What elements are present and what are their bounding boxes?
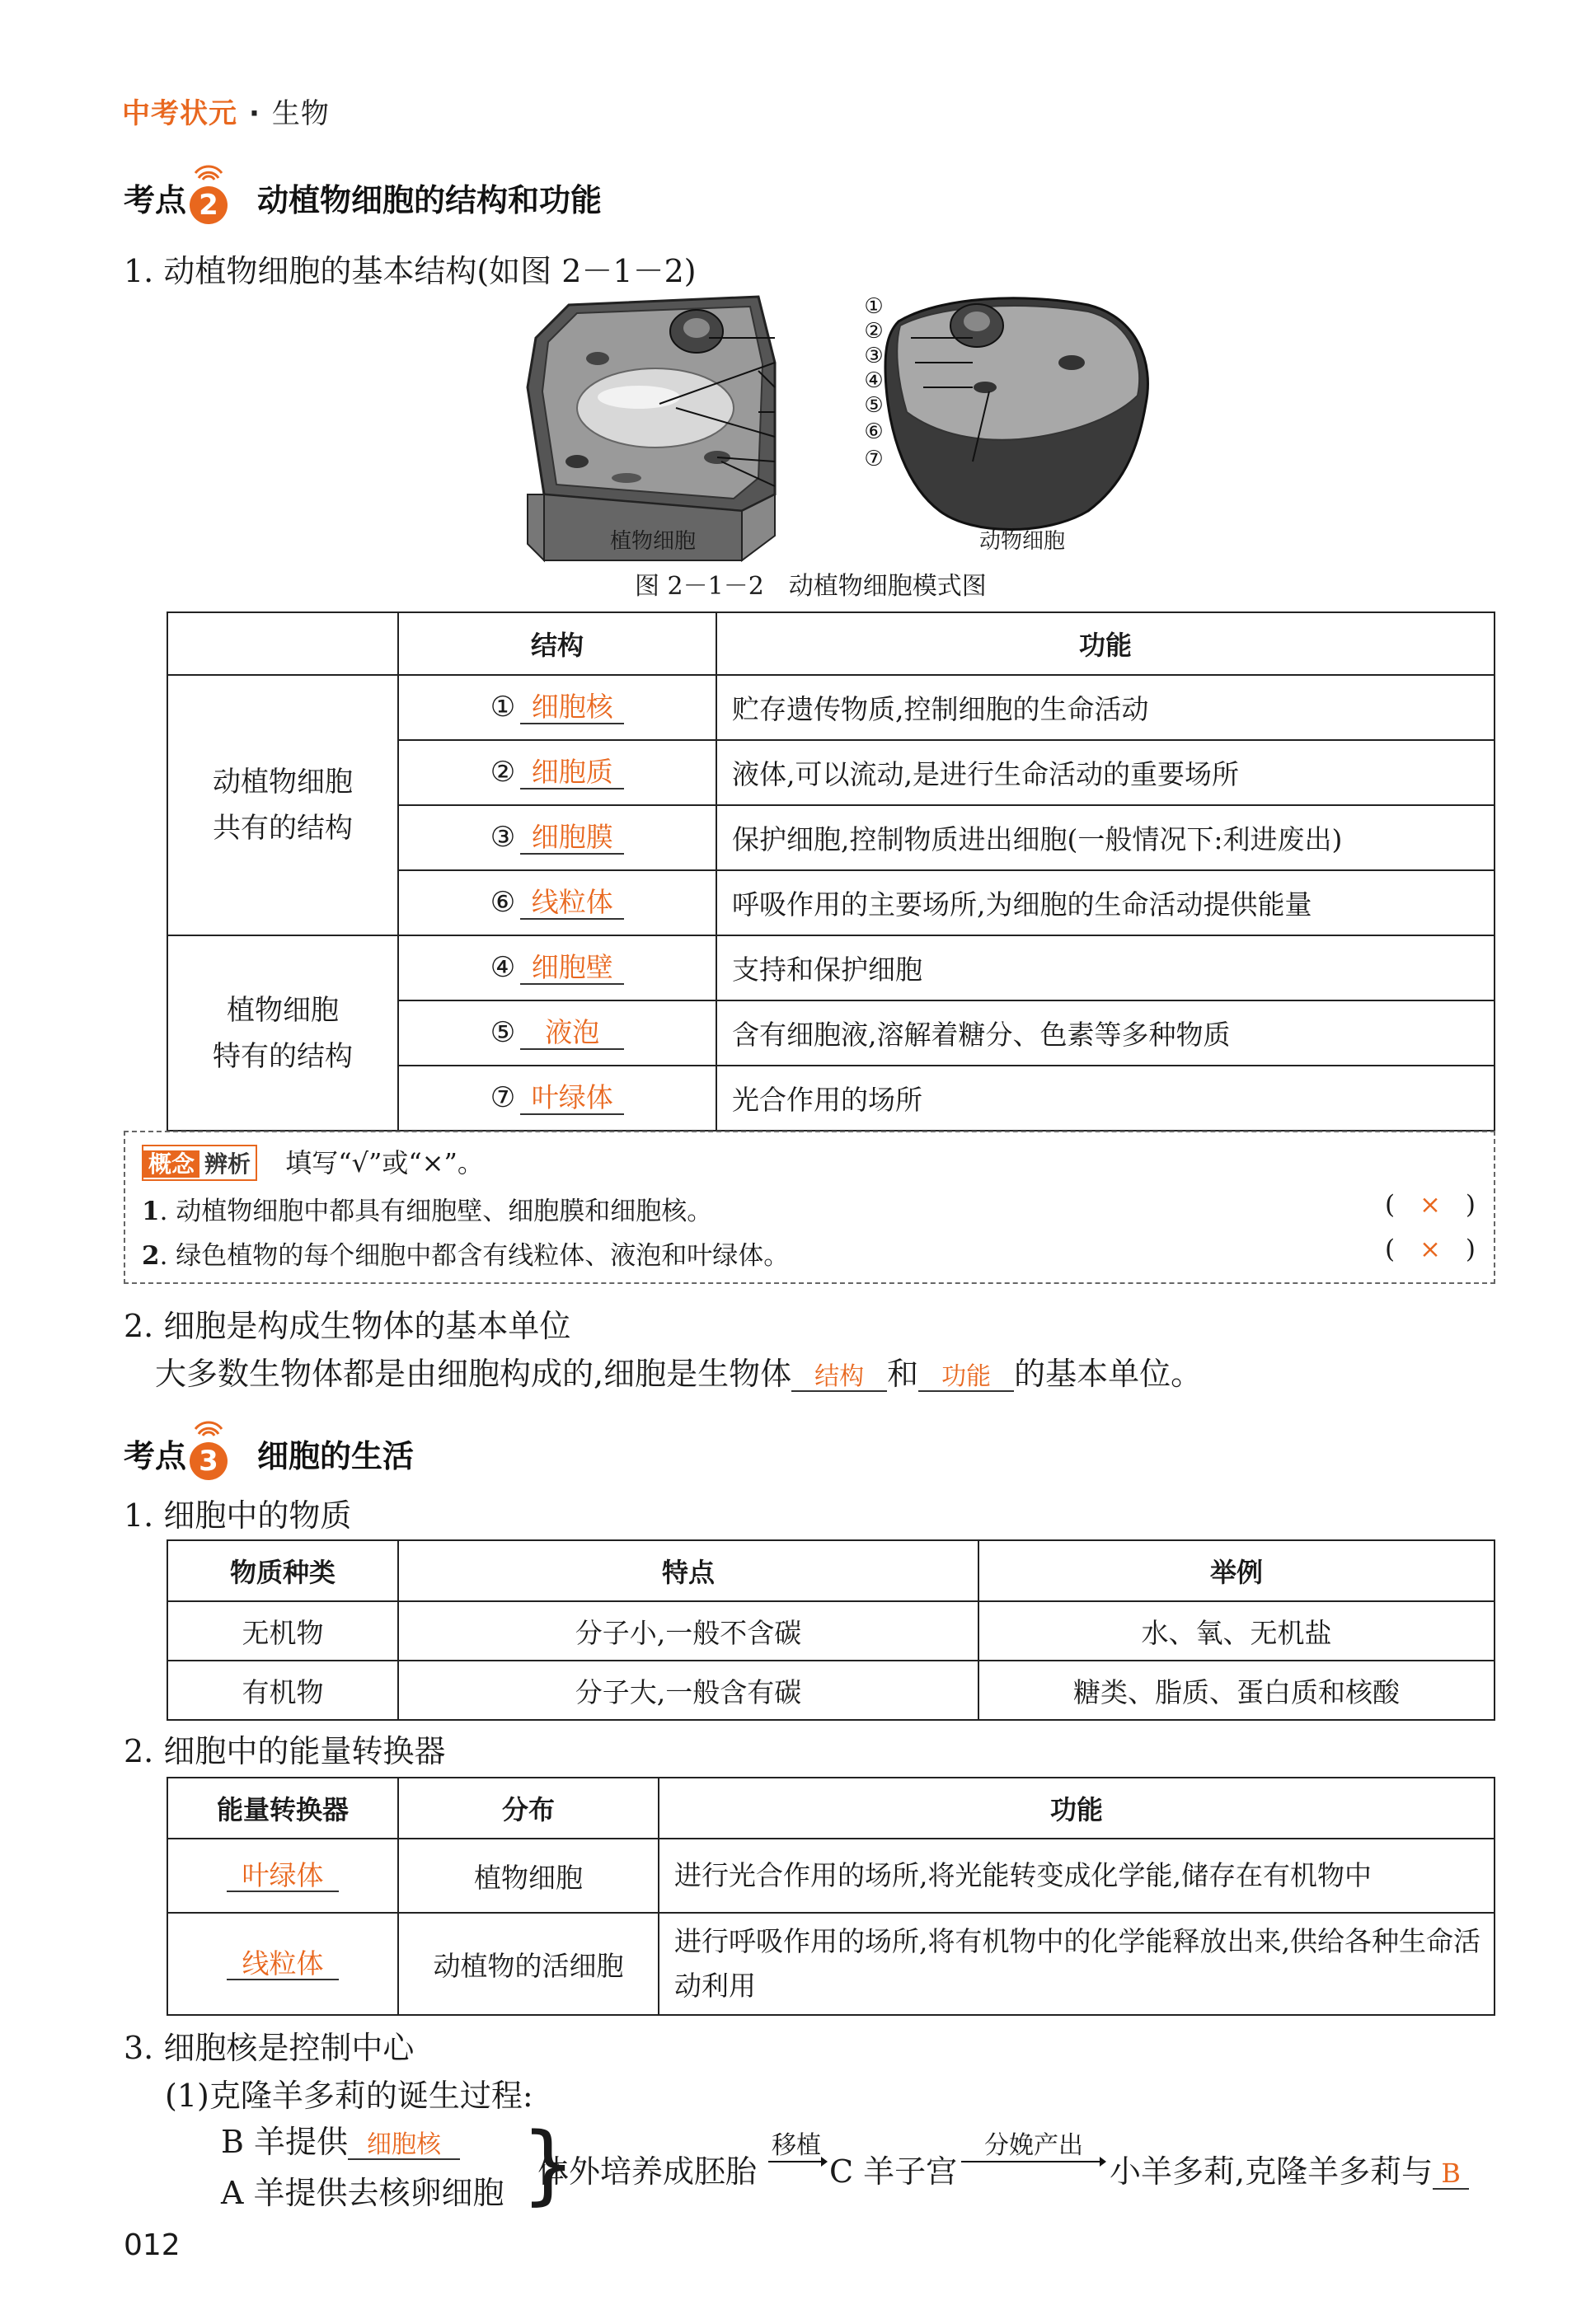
figure-label-1: ① <box>864 294 884 319</box>
section-2-heading: 2. 细胞是构成生物体的基本单位 <box>124 1308 571 1344</box>
process-b-line: B 羊提供 细胞核 <box>221 2116 460 2162</box>
table-header: 分布 <box>398 1778 659 1839</box>
function-cell: 保护细胞,控制物质进出细胞(一般情况下:利进废出) <box>716 805 1495 870</box>
section-2-text: 大多数生物体都是由细胞构成的,细胞是生物体 结构 和 功能 的基本单位。 <box>155 1356 1203 1392</box>
function-cell: 贮存遗传物质,控制细胞的生命活动 <box>716 675 1495 740</box>
arrow-1-label: 移植 <box>772 2131 821 2160</box>
function-cell: 光合作用的场所 <box>716 1066 1495 1131</box>
plant-cell-label: 植物细胞 <box>610 529 697 554</box>
concept-tag: 概念 辨析 <box>142 1145 257 1181</box>
table-header: 功能 <box>659 1778 1495 1839</box>
answer-blank: 功能 <box>918 1363 1014 1392</box>
cell-structure-table <box>167 611 1495 1132</box>
table-row: ③ 细胞膜 保护细胞,控制物质进出细胞(一般情况下:利进废出) <box>167 805 1495 870</box>
figure-label-3: ③ <box>864 344 884 368</box>
arrow-2-icon <box>961 2153 1106 2174</box>
table-header-blank <box>167 612 398 675</box>
figure-caption: 图 2－1－2 动植物细胞模式图 <box>635 572 987 601</box>
figure-label-5: ⑤ <box>864 393 884 418</box>
header-subject: 生物 <box>271 97 330 130</box>
section-1-heading: 1. 动植物细胞的基本结构(如图 2－1－2) <box>124 253 697 289</box>
answer-blank: 结构 <box>791 1363 887 1392</box>
table-row: ⑦ 叶绿体 光合作用的场所 <box>167 1066 1495 1131</box>
kaodian-title: 动植物细胞的结构和功能 <box>257 182 603 218</box>
signal-icon <box>195 162 223 183</box>
concept-item-1-answer: ( × ) <box>1385 1190 1476 1220</box>
concept-header <box>142 1142 484 1181</box>
function-cell: 液体,可以流动,是进行生命活动的重要场所 <box>716 740 1495 805</box>
answer-blank: 细胞质 <box>520 757 624 789</box>
concept-instruction: 填写“√”或“×”。 <box>285 1147 484 1178</box>
answer-blank: 线粒体 <box>227 1949 339 1980</box>
answer-blank: B <box>1433 2159 1469 2190</box>
substance-table <box>167 1539 1495 1721</box>
process-step-2: C 羊子宫 <box>829 2153 958 2190</box>
concept-box <box>124 1131 1495 1284</box>
kaodian-2-heading <box>124 175 602 224</box>
section-5-heading: 3. 细胞核是控制中心 <box>124 2030 415 2066</box>
answer-blank: 叶绿体 <box>227 1861 339 1892</box>
section-4-heading: 2. 细胞中的能量转换器 <box>124 1733 446 1769</box>
animal-cell-illustration <box>885 298 1148 530</box>
answer-blank: 线粒体 <box>520 888 624 919</box>
table-header-function: 功能 <box>716 612 1495 675</box>
header-separator: · <box>249 97 260 130</box>
answer-blank: 细胞膜 <box>520 822 624 854</box>
group-plant-cell: 植物细胞 特有的结构 <box>167 935 398 1131</box>
table-row: ② 细胞质 液体,可以流动,是进行生命活动的重要场所 <box>167 740 1495 805</box>
table-header: 物质种类 <box>167 1540 398 1601</box>
process-a-line: A 羊提供去核卵细胞 <box>221 2175 504 2211</box>
kaodian-3-heading <box>124 1431 414 1480</box>
table-row: ⑥ 线粒体 呼吸作用的主要场所,为细胞的生命活动提供能量 <box>167 870 1495 935</box>
animal-cell-label: 动物细胞 <box>979 529 1066 554</box>
concept-item-1: 1. 动植物细胞中都具有细胞壁、细胞膜和细胞核。 <box>142 1197 713 1226</box>
table-row: 叶绿体 植物细胞 进行光合作用的场所,将光能转变成化学能,储存在有机物中 <box>167 1839 1495 1913</box>
brace-icon: } <box>521 2114 576 2214</box>
brand-logo: 中考状元 <box>122 97 237 130</box>
kaodian-prefix: 考点 <box>124 182 187 218</box>
concept-item-2: 2. 绿色植物的每个细胞中都含有线粒体、液泡和叶绿体。 <box>142 1241 790 1271</box>
page-number: 012 <box>124 2228 181 2262</box>
figure-label-2: ② <box>864 319 884 344</box>
kaodian-number-badge: 2 <box>190 186 228 224</box>
table-row: 植物细胞 特有的结构 ④ 细胞壁 支持和保护细胞 <box>167 935 1495 1000</box>
process-step-3: 小羊多莉,克隆羊多莉与 B <box>1110 2146 1469 2191</box>
function-cell: 含有细胞液,溶解着糖分、色素等多种物质 <box>716 1000 1495 1066</box>
energy-converter-table <box>167 1777 1495 2016</box>
table-header: 能量转换器 <box>167 1778 398 1839</box>
answer-blank: 叶绿体 <box>520 1083 624 1114</box>
figure-label-7: ⑦ <box>864 447 884 471</box>
arrow-1-icon <box>768 2153 828 2174</box>
answer-blank: 细胞核 <box>520 692 624 724</box>
table-row: 动植物细胞 共有的结构 ① 细胞核 贮存遗传物质,控制细胞的生命活动 <box>167 675 1495 740</box>
table-row: 线粒体 动植物的活细胞 进行呼吸作用的场所,将有机物中的化学能释放出来,供给各种生命活动利用 <box>167 1913 1495 2015</box>
kaodian-title: 细胞的生活 <box>257 1438 415 1474</box>
figure-label-6: ⑥ <box>864 419 884 444</box>
function-cell: 支持和保护细胞 <box>716 935 1495 1000</box>
table-header-structure: 结构 <box>398 612 716 675</box>
concept-item-2-answer: ( × ) <box>1385 1235 1476 1264</box>
section-5-subheading: (1)克隆羊多莉的诞生过程: <box>165 2078 533 2114</box>
figure-label-4: ④ <box>864 368 884 393</box>
table-row: 无机物 分子小,一般不含碳 水、氧、无机盐 <box>167 1601 1495 1661</box>
answer-blank: 液泡 <box>520 1018 624 1049</box>
table-header: 特点 <box>398 1540 978 1601</box>
table-header: 举例 <box>978 1540 1495 1601</box>
kaodian-number-badge: 3 <box>190 1442 228 1480</box>
section-3-heading: 1. 细胞中的物质 <box>124 1497 352 1534</box>
signal-icon <box>195 1417 223 1439</box>
table-row: ⑤ 液泡 含有细胞液,溶解着糖分、色素等多种物质 <box>167 1000 1495 1066</box>
table-row: 有机物 分子大,一般含有碳 糖类、脂质、蛋白质和核酸 <box>167 1661 1495 1720</box>
plant-cell-illustration <box>528 297 775 560</box>
answer-blank: 细胞壁 <box>520 953 624 984</box>
answer-blank: 细胞核 <box>348 2131 460 2160</box>
process-step-1: 体外培养成胚胎 <box>537 2153 758 2190</box>
function-cell: 呼吸作用的主要场所,为细胞的生命活动提供能量 <box>716 870 1495 935</box>
page-header <box>122 91 330 131</box>
kaodian-prefix: 考点 <box>124 1438 187 1474</box>
arrow-2-label: 分娩产出 <box>984 2131 1083 2160</box>
group-common-cell: 动植物细胞 共有的结构 <box>167 675 398 935</box>
